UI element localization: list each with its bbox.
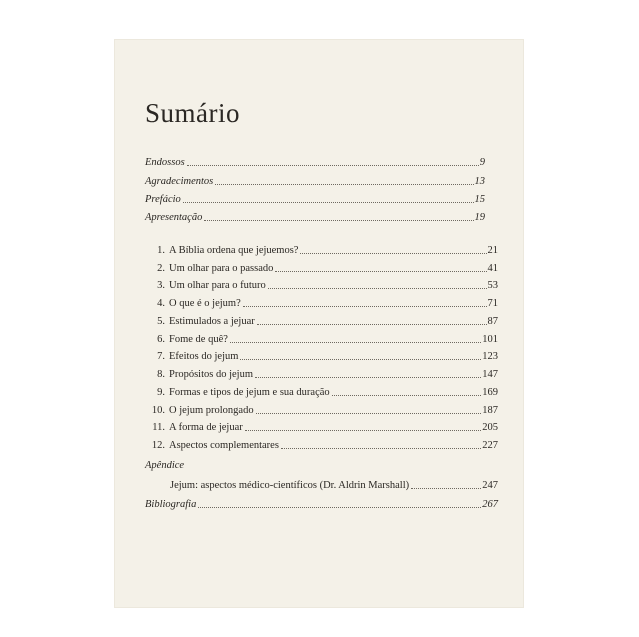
toc-chapter-5 (145, 312, 498, 328)
chapter-number: 9. (157, 387, 165, 398)
chapter-number: 6. (157, 334, 165, 345)
dot-leader (243, 306, 487, 307)
toc-page-number: 227 (482, 440, 498, 451)
chapter-number: 1. (157, 245, 165, 256)
toc-page-number: 9 (479, 157, 485, 168)
dot-leader (187, 165, 479, 166)
toc-chapter-1 (145, 241, 498, 257)
chapter-number: 7. (157, 351, 165, 362)
toc-page-number: 169 (482, 387, 498, 398)
toc-page-number: 53 (487, 280, 498, 291)
dot-leader (230, 342, 481, 343)
toc-chapter-6 (145, 330, 498, 346)
dot-leader (255, 377, 481, 378)
toc-entry-agradecimentos (145, 172, 485, 188)
toc-page-number: 147 (482, 369, 498, 380)
toc-label: Endossos (145, 157, 185, 168)
toc-page-number: 71 (487, 298, 498, 309)
dot-leader (198, 507, 481, 508)
toc-page-number: 187 (482, 405, 498, 416)
toc-entry-apresentacao (145, 208, 485, 224)
chapter-number: 5. (157, 316, 165, 327)
toc-entry-endossos (145, 153, 485, 169)
toc-chapter-10 (145, 401, 498, 417)
chapter-number: 11. (152, 422, 165, 433)
toc-label: Formas e tipos de jejum e sua duração (169, 387, 330, 398)
toc-label: A Bíblia ordena que jejuemos? (169, 245, 299, 256)
toc-label: Estimulados a jejuar (169, 316, 255, 327)
toc-chapter-4 (145, 294, 498, 310)
chapter-number: 10. (151, 405, 165, 416)
toc-chapter-3 (145, 276, 498, 292)
dot-leader (257, 324, 487, 325)
book-page (115, 40, 523, 607)
dot-leader (183, 202, 474, 203)
dot-leader (300, 253, 486, 254)
dot-leader (268, 288, 487, 289)
chapter-number: 4. (157, 298, 165, 309)
toc-label: Jejum: aspectos médico-científicos (Dr. Aldrin Marshall) (170, 480, 410, 491)
toc-page-number: 267 (482, 499, 498, 510)
toc-label: Um olhar para o futuro (169, 280, 266, 291)
toc-label: O que é o jejum? (169, 298, 241, 309)
chapter-number: 8. (157, 369, 165, 380)
toc-entry-bibliografia (145, 495, 498, 511)
toc-chapter-11 (145, 418, 498, 434)
appendix-heading: Apêndice (145, 460, 185, 471)
toc-entry-prefacio (145, 190, 485, 206)
toc-entry-appendix (170, 476, 498, 492)
toc-page-number: 205 (482, 422, 498, 433)
toc-label: Fome de quê? (169, 334, 228, 345)
toc-chapter-8 (145, 365, 498, 381)
toc-chapter-2 (145, 259, 498, 275)
chapter-number: 2. (157, 263, 165, 274)
toc-page-number: 87 (487, 316, 498, 327)
toc-label: O jejum prolongado (169, 405, 254, 416)
toc-page-number: 41 (487, 263, 498, 274)
dot-leader (245, 430, 481, 431)
page-title: Sumário (145, 98, 240, 128)
toc-chapter-9 (145, 383, 498, 399)
dot-leader (240, 359, 481, 360)
dot-leader (332, 395, 482, 396)
chapter-number: 3. (157, 280, 165, 291)
toc-chapter-12 (145, 436, 498, 452)
toc-label: Prefácio (145, 194, 181, 205)
toc-label: Apresentação (145, 212, 203, 223)
dot-leader (411, 488, 481, 489)
toc-page-number: 15 (474, 194, 485, 205)
toc-label: Um olhar para o passado (169, 263, 274, 274)
toc-chapter-7 (145, 347, 498, 363)
toc-label: Agradecimentos (145, 176, 214, 187)
dot-leader (281, 448, 481, 449)
toc-page-number: 123 (482, 351, 498, 362)
toc-label: Bibliografia (145, 499, 197, 510)
dot-leader (256, 413, 482, 414)
toc-page-number: 21 (487, 245, 498, 256)
toc-label: A forma de jejuar (169, 422, 243, 433)
toc-page-number: 101 (482, 334, 498, 345)
dot-leader (275, 271, 486, 272)
toc-label: Propósitos do jejum (169, 369, 254, 380)
toc-page-number: 247 (482, 480, 498, 491)
toc-label: Efeitos do jejum (169, 351, 239, 362)
toc-page-number: 13 (474, 176, 485, 187)
toc-page-number: 19 (474, 212, 485, 223)
toc-label: Aspectos complementares (169, 440, 279, 451)
chapter-number: 12. (151, 440, 165, 451)
dot-leader (215, 184, 473, 185)
dot-leader (204, 220, 473, 221)
